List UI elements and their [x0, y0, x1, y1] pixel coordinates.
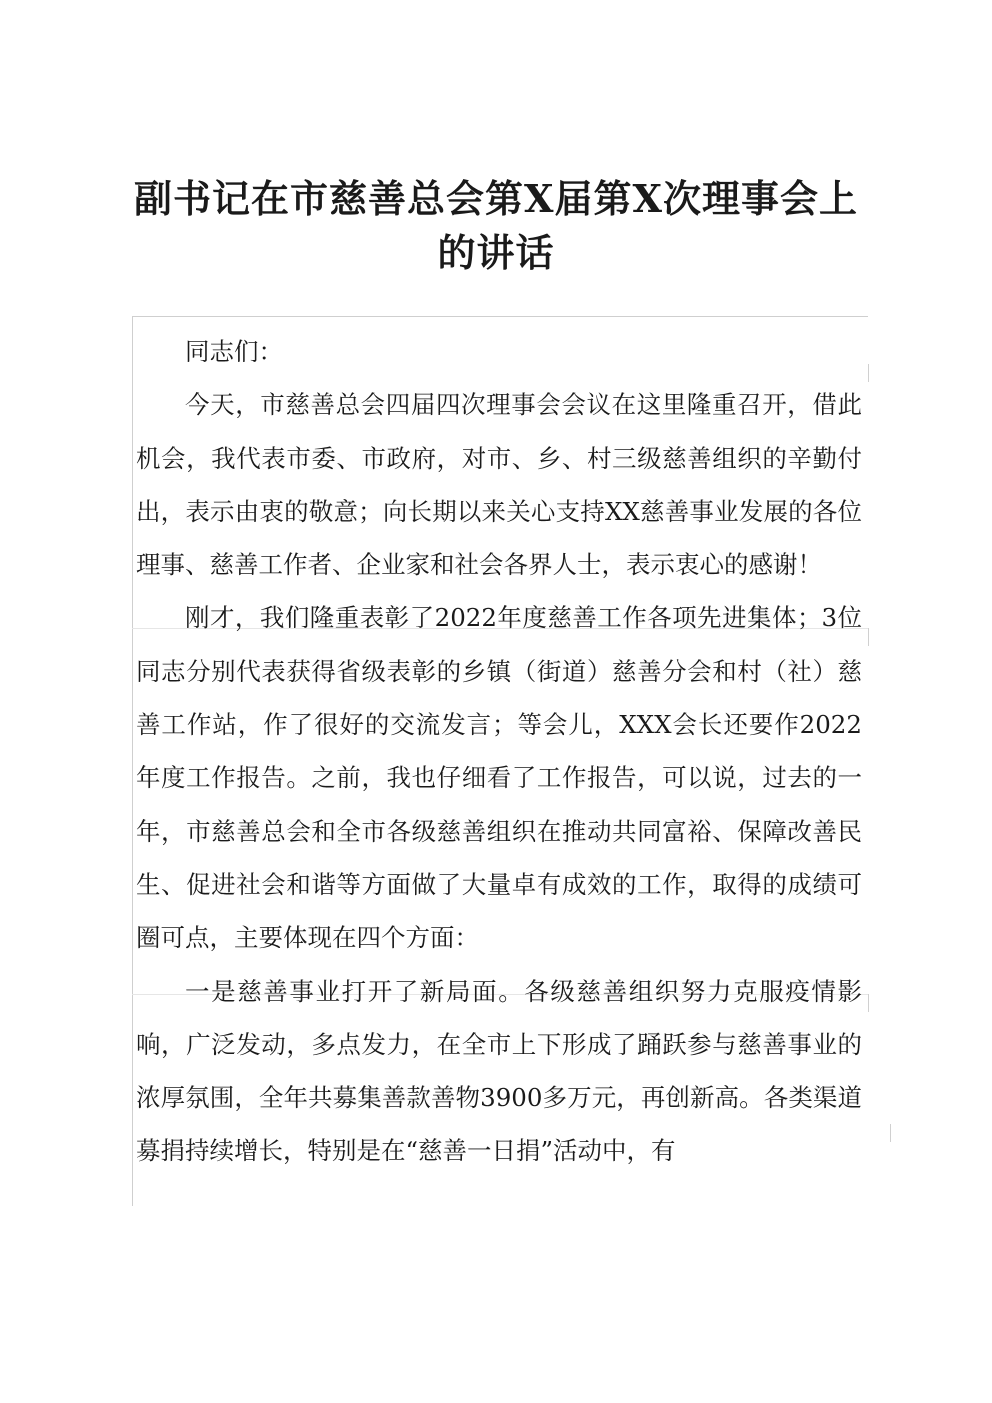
document-body	[136, 325, 862, 1178]
margin-tick	[868, 628, 869, 646]
frame-top-border	[132, 316, 868, 317]
document-title: 副书记在市慈善总会第X届第X次理事会上的讲话	[134, 176, 858, 275]
paragraph: 今天，市慈善总会四届四次理事会会议在这里隆重召开，借此机会，我代表市委、市政府，对市、乡、村三级慈善组织的辛勤付出，表示由衷的敬意；向长期以来关心支持XX慈善事业发展的各位理事、慈善工作者、企业家和社会各界人士，表示衷心的感谢！	[136, 390, 862, 580]
salutation: 同志们：	[185, 337, 283, 366]
margin-tick	[890, 1124, 891, 1142]
paragraph: 刚才，我们隆重表彰了2022年度慈善工作各项先进集体；3位同志分别代表获得省级表彰的乡镇（街道）慈善分会和村（社）慈善工作站，作了很好的交流发言；等会儿，XXX会长还要作2022年度工作报告。之前，我也仔细看了工作报告，可以说，过去的一年，市慈善总会和全市各级慈善组织在推动共同富裕、保障改善民生、促进社会和谐等方面做了大量卓有成效的工作，取得的成绩可圈可点，主要体现在四个方面：	[136, 603, 862, 953]
margin-tick	[868, 364, 869, 382]
margin-tick	[868, 994, 869, 1012]
frame-left-border	[132, 316, 133, 1206]
paragraph: 一是慈善事业打开了新局面。各级慈善组织努力克服疫情影响，广泛发动，多点发力，在全市上下形成了踊跃参与慈善事业的浓厚氛围，全年共募集善款善物3900多万元，再创新高。各类渠道募捐持续增长，特别是在“慈善一日捐”活动中，有	[136, 976, 862, 1166]
